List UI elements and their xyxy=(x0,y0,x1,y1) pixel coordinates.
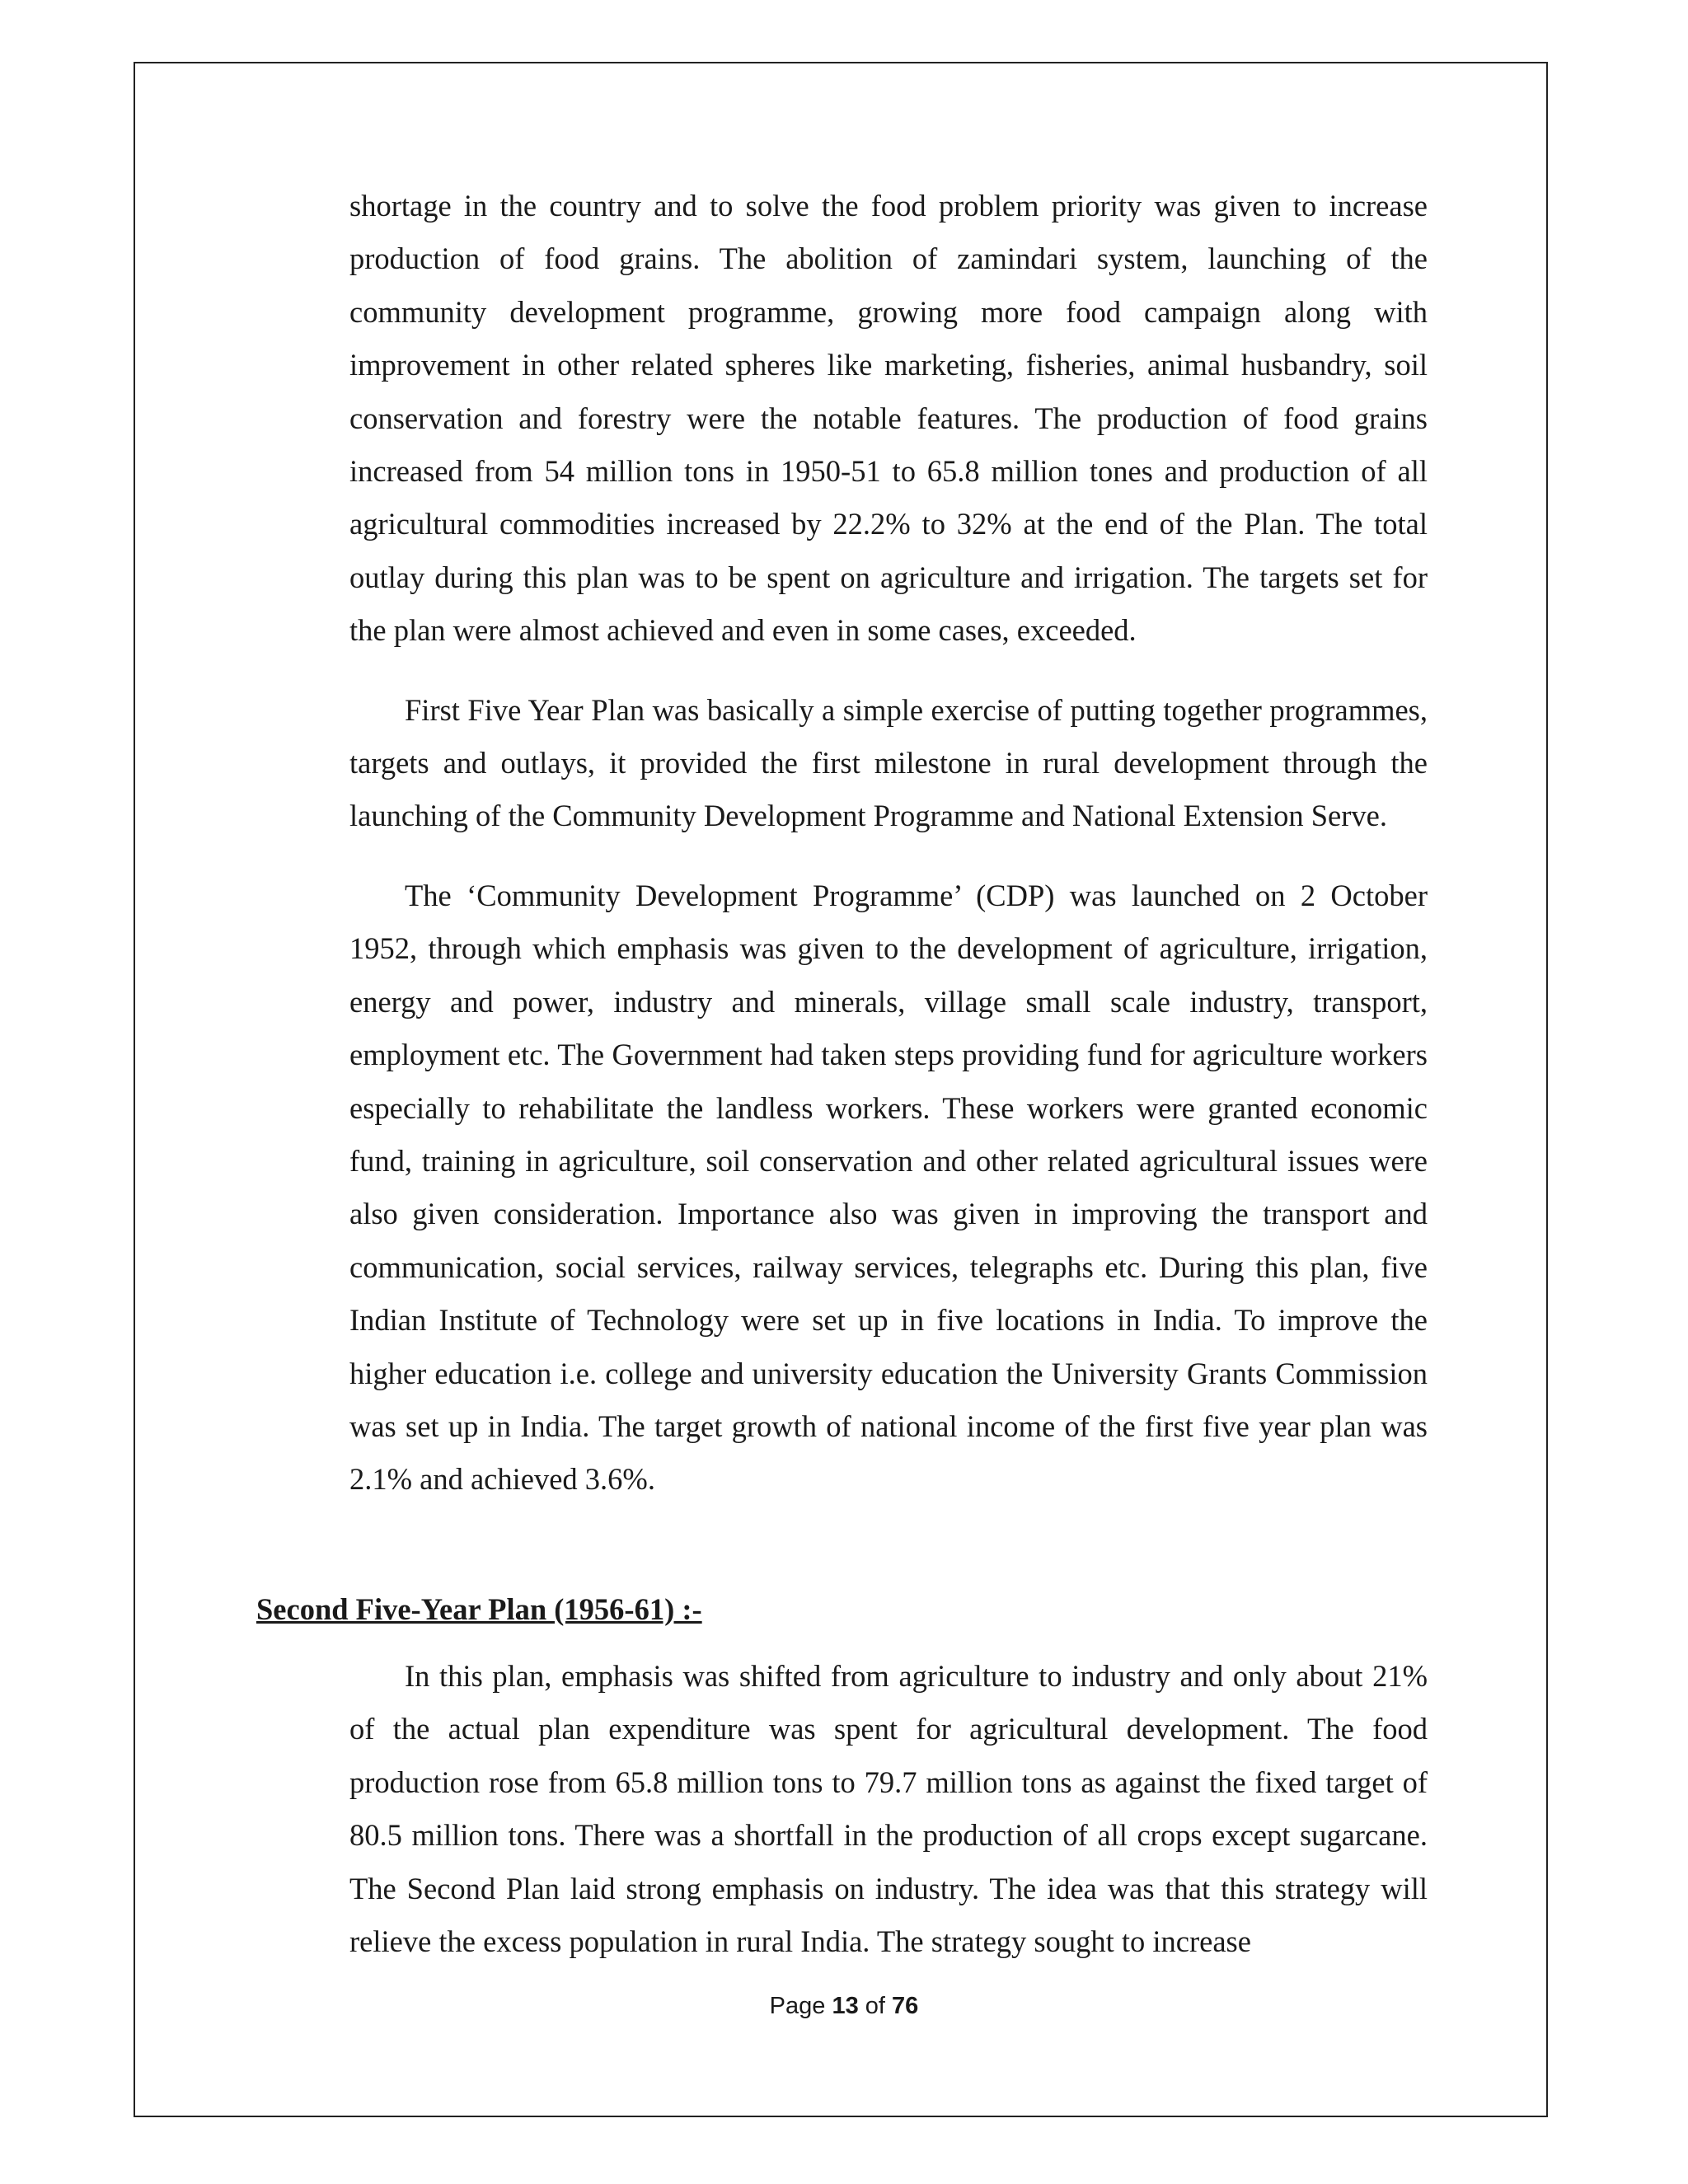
section-body xyxy=(349,1650,1428,1968)
footer-page-word: Page xyxy=(769,1993,826,2019)
footer-total-pages: 76 xyxy=(892,1993,919,2019)
paragraph-community-development: The ‘Community Development Programme’ (CDP) was launched on 2 October 1952, through which emphasis was given to the development of agriculture, irrigation, energy and power, industry and minerals, village small scale industry, transport, employment etc. The Government had taken steps providing fund for agriculture workers especially to rehabilitate the landless workers. These workers were granted economic fund, training in agriculture, soil conservation and other related agricultural issues were also given consideration. Importance also was given in improving the transport and communication, social services, railway services, telegraphs etc. During this plan, five Indian Institute of Technology were set up in five locations in India. To improve the higher education i.e. college and university education the University Grants Commission was set up in India. The target growth of national income of the first five year plan was 2.1% and achieved 3.6%. xyxy=(349,878,1428,1497)
section-heading: Second Five-Year Plan (1956-61) :- xyxy=(256,1592,702,1626)
paragraph-continuation: shortage in the country and to solve the food problem priority was given to increase production of food grains. The abolition of zamindari system, launching of the community development programme, growing more food campaign along with improvement in other related spheres like marketing, fisheries, animal husbandry, soil conservation and forestry were the notable features. The production of food grains increased from 54 million tons in 1950-51 to 65.8 million tones and production of all agricultural commodities increased by 22.2% to 32% at the end of the Plan. The total outlay during this plan was to be spent on agriculture and irrigation. The targets set for the plan were almost achieved and even in some cases, exceeded. xyxy=(349,189,1428,648)
footer-of-word: of xyxy=(865,1993,885,2019)
page-footer xyxy=(0,1990,1688,2022)
footer-page-number: 13 xyxy=(832,1993,859,2019)
paragraph-second-plan: In this plan, emphasis was shifted from agriculture to industry and only about 21% of the actual plan expenditure was spent for agricultural development. The food production rose from 65.8 million tons to 79.7 million tons as against the fixed target of 80.5 million tons. There was a shortfall in the production of all crops except sugarcane. The Second Plan laid strong emphasis on industry. The idea was that this strategy will relieve the excess population in rural India. The strategy sought to increase xyxy=(349,1659,1428,1959)
paragraph-first-plan-summary: First Five Year Plan was basically a simple exercise of putting together programmes, targets and outlays, it provided the first milestone in rural development through the launching of the Community Development Programme and National Extension Serve. xyxy=(349,692,1428,833)
document-body xyxy=(349,180,1428,1507)
